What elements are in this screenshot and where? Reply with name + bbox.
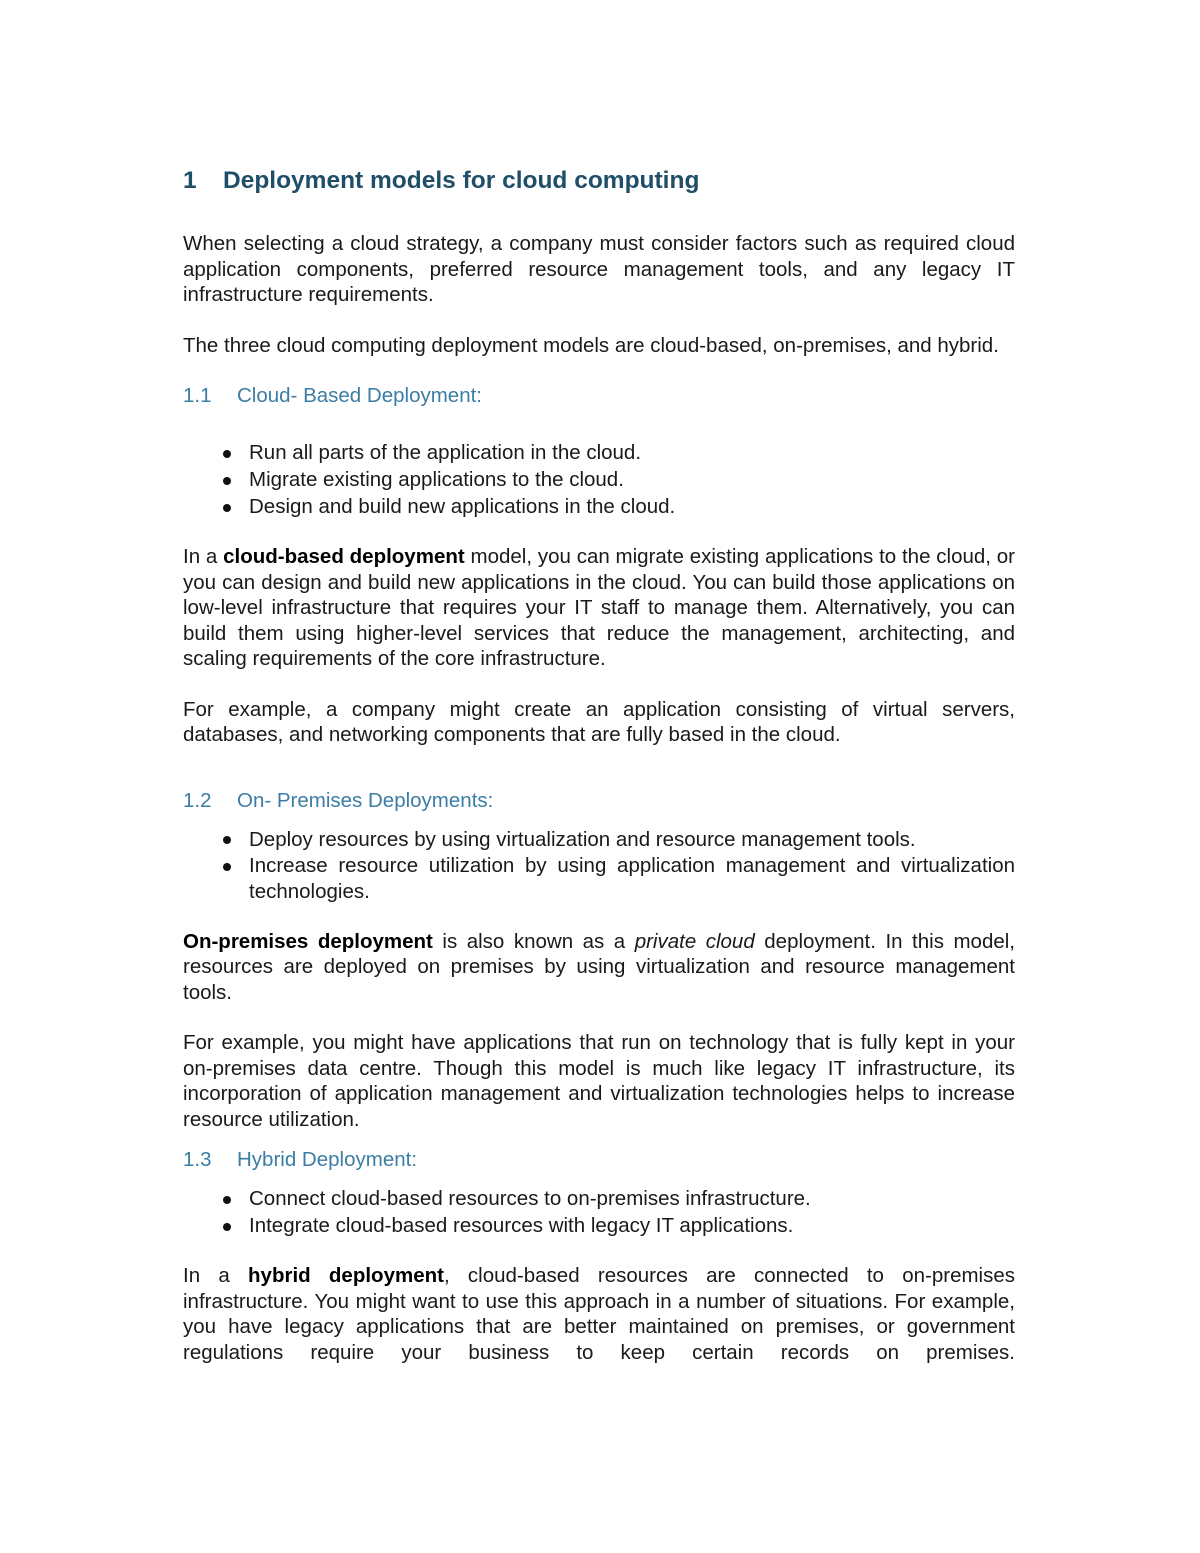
section-number: 1.1 [183,384,212,407]
on-premises-paragraph: On-premises deployment is also known as a private cloud deployment. In this model, resources are deployed on premises by using virtualization and resource management tools. [183,929,1016,1004]
list-item: Connect cloud-based resources to on-premises infrastructure. [183,1185,1015,1212]
list-item: Integrate cloud-based resources with legacy IT applications. [183,1212,1015,1239]
bullet-icon [223,863,231,871]
main-heading [183,162,1015,200]
cloud-based-paragraph: In a cloud-based deployment model, you can migrate existing applications to the cloud, or you can design and build new applications in the cloud. You can build those applications on low-level infrastructure that requires your IT staff to manage them. Alternatively, you can build them using higher-level services that reduce the management, architecting, and scaling requirements of the core infrastructure. [183,545,1016,670]
cloud-based-example-paragraph: For example, a company might create an application consisting of virtual servers, databases, and networking components that are fully based in the cloud. [183,697,1015,746]
bold-term: On-premises deployment [183,929,433,953]
bullet-list-cloud-based [183,439,1015,520]
bullet-icon [223,504,231,512]
on-premises-example-paragraph: For example, you might have applications that run on technology that is fully kept in your on-premises data centre. Though this model is much like legacy IT infrastructure, its incorporation of application management and virtualization technologies helps to increase resource utilization. [183,1031,1015,1131]
bullet-icon [223,836,231,844]
intro-paragraph-2: The three cloud computing deployment models are cloud-based, on-premises, and hybrid. [183,333,999,357]
bullet-icon [223,450,231,458]
hybrid-paragraph: In a hybrid deployment, cloud-based resources are connected to on-premises infrastructure. You might want to use this approach in a number of situations. For example, you have legacy applications that are better maintained on premises, or government regulations require your business to keep certain records on premises. [183,1264,1016,1364]
bullet-list-hybrid [183,1185,1015,1239]
list-item: Migrate existing applications to the cloud. [183,466,1015,493]
section-title: Cloud- Based Deployment: [237,384,482,407]
list-item: Design and build new applications in the cloud. [183,493,1015,520]
list-item: Deploy resources by using virtualization and resource management tools. [183,826,1015,853]
section-title: On- Premises Deployments: [237,788,494,812]
section-number: 1.3 [183,1148,212,1171]
list-item: Increase resource utilization by using application management and virtualization technologies. [183,853,1015,905]
bold-term: hybrid deployment [248,1264,444,1287]
bullet-icon [223,477,231,485]
italic-term: private cloud [634,929,755,953]
section-title: Hybrid Deployment: [237,1148,418,1171]
section-number: 1.2 [183,788,212,812]
main-heading-number: 1 [183,167,197,194]
list-item: Run all parts of the application in the cloud. [183,439,1015,466]
bold-term: cloud-based deployment [223,545,465,568]
section-heading-hybrid [183,1147,1015,1173]
bullet-icon [223,1223,231,1231]
intro-paragraph-1: When selecting a cloud strategy, a company must consider factors such as required cloud application components, preferred resource management tools, and any legacy IT infrastructure requirements. [183,232,1015,306]
section-heading-cloud-based [183,383,1015,409]
bullet-icon [223,1196,231,1204]
section-heading-on-premises [183,788,1015,814]
main-heading-title: Deployment models for cloud computing [223,167,700,194]
document-body [183,162,1015,1365]
bullet-list-on-premises [183,826,1015,905]
